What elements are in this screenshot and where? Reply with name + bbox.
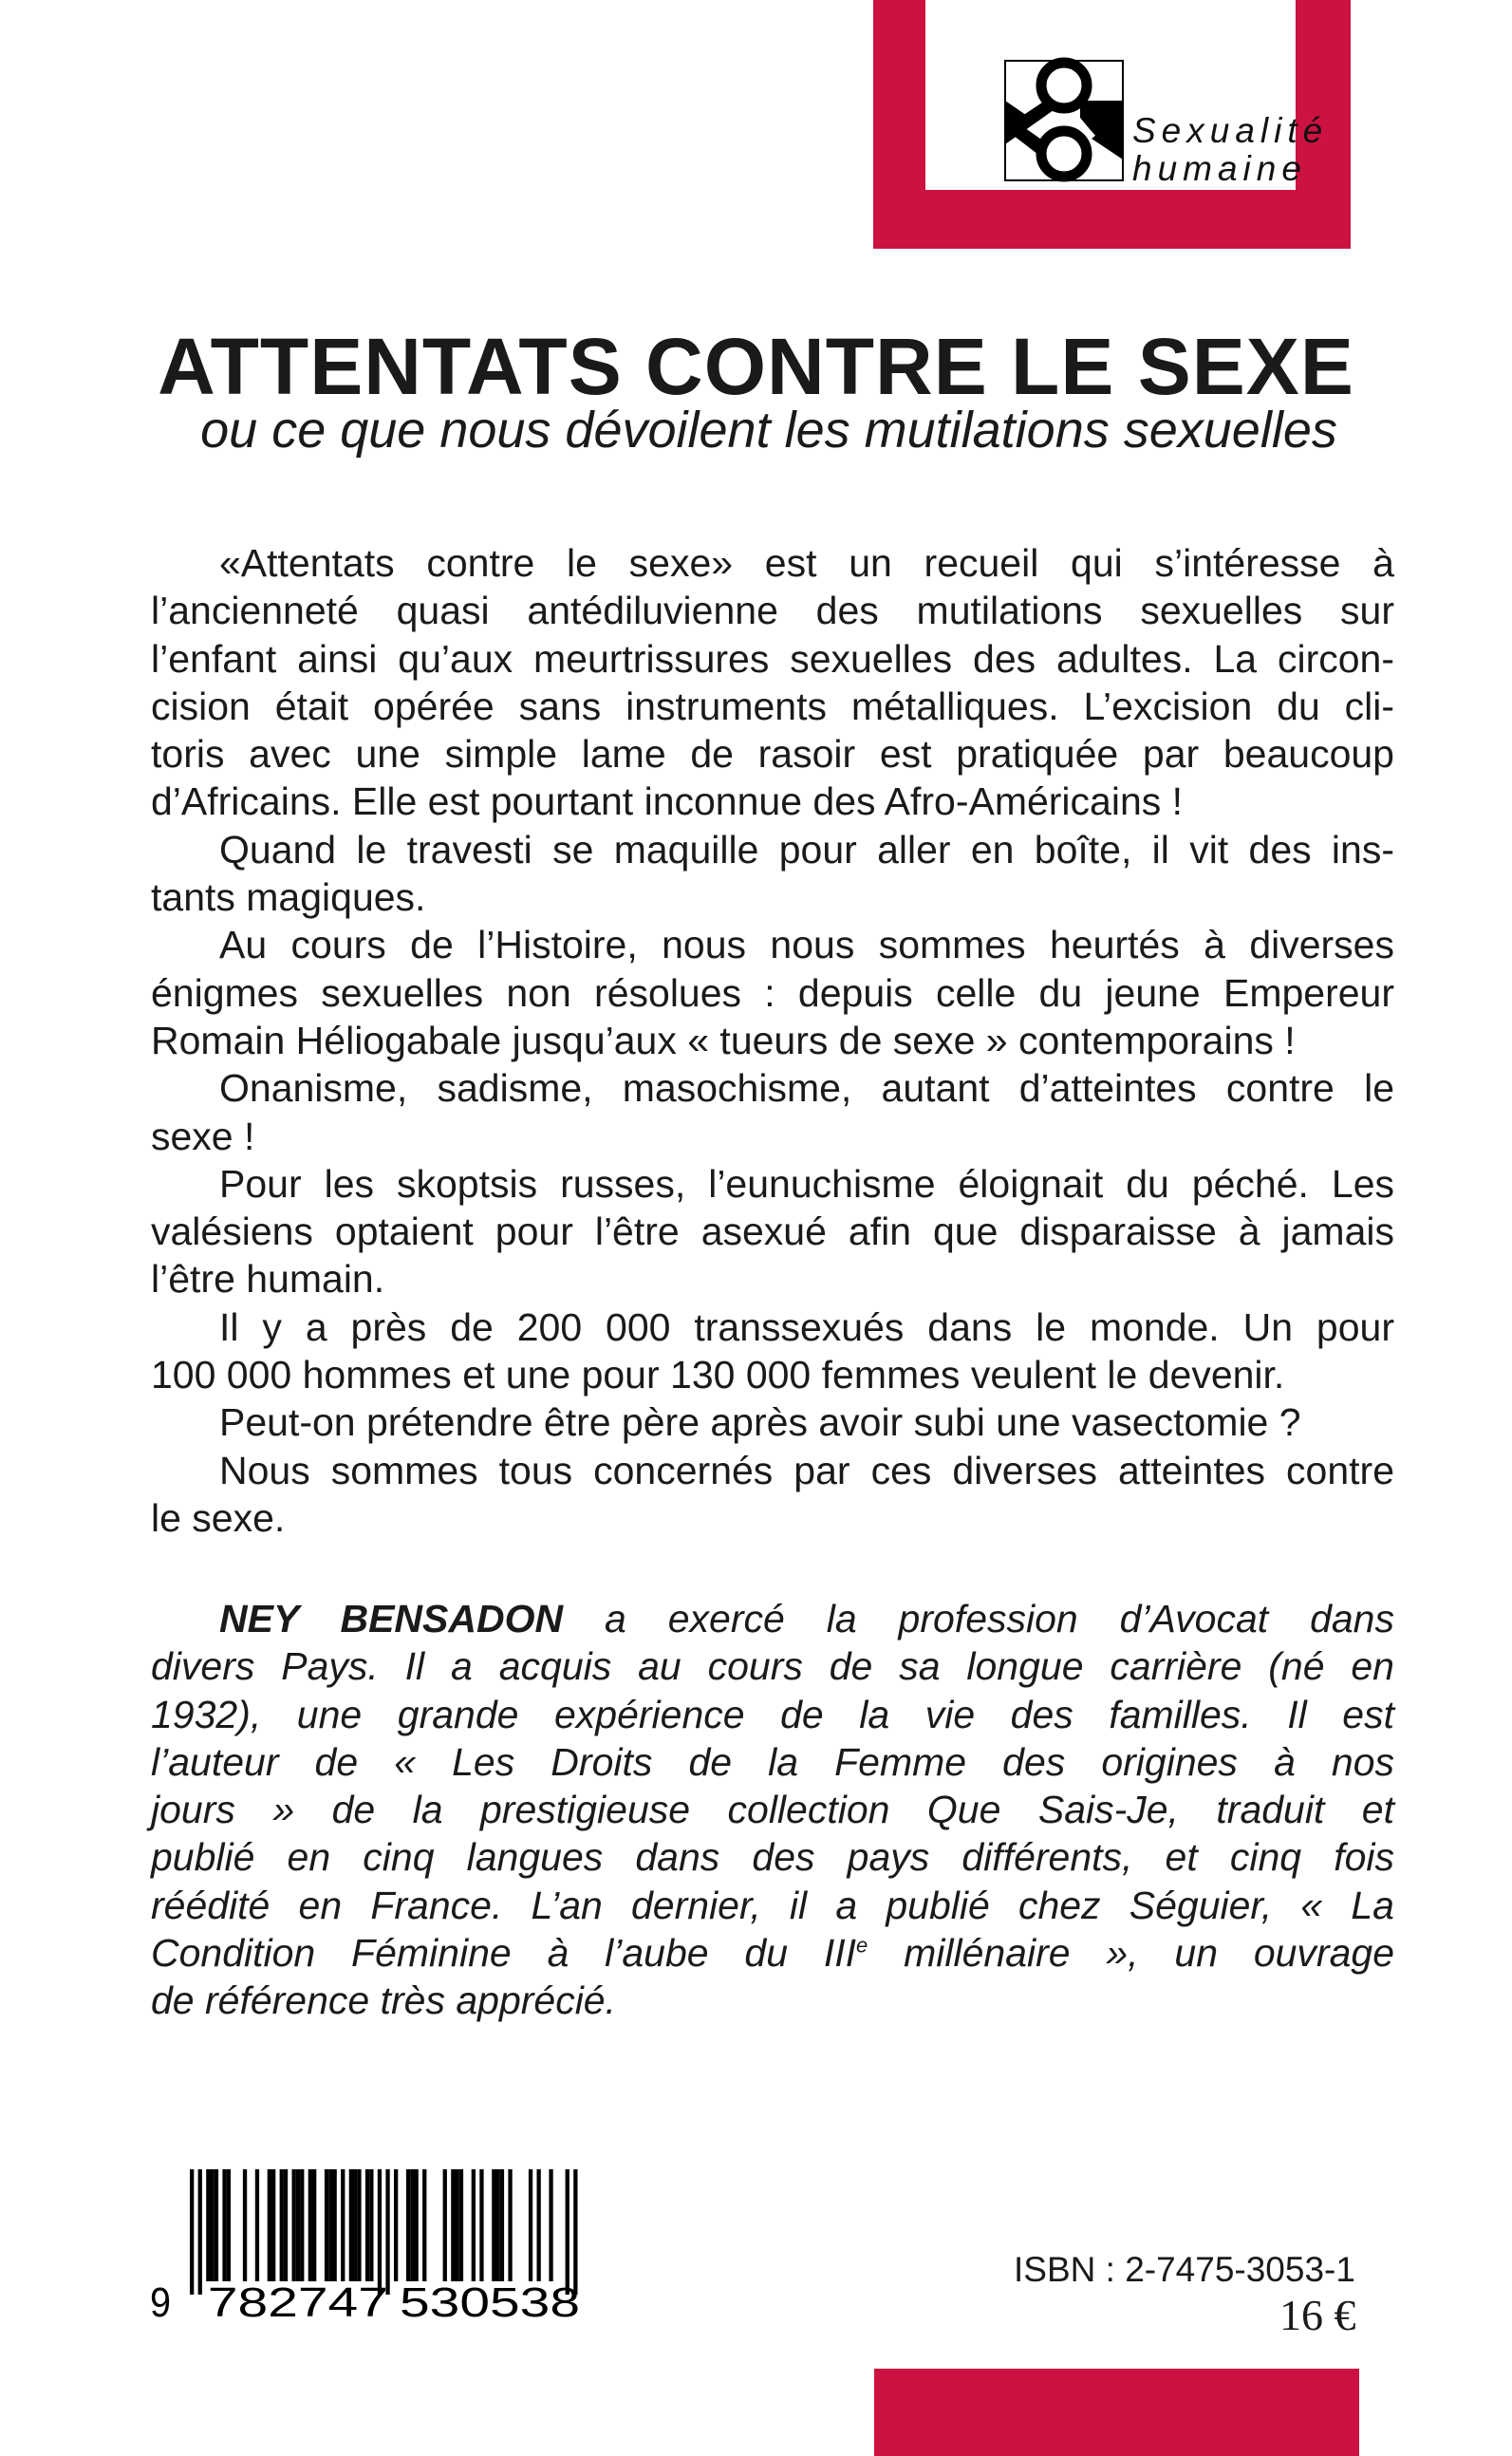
barcode-bar <box>206 2169 210 2281</box>
barcode-bar <box>566 2169 569 2295</box>
bio-line: publié en cinq langues dans des pays différents, et cinq fois <box>151 1835 1394 1880</box>
barcode-bar <box>406 2169 410 2281</box>
barcode-bar <box>255 2169 259 2281</box>
barcode-bar <box>333 2169 337 2281</box>
blurb-line: énigmes sexuelles non résolues : depuis celle du jeune Empereur <box>151 970 1394 1015</box>
barcode-bar <box>312 2169 316 2281</box>
series-line-1: Sexualité <box>1132 111 1329 150</box>
blurb-line: sexe ! <box>151 1114 255 1158</box>
bio-text: a exercé la profession d’Avocat dans <box>563 1597 1394 1640</box>
bio-text: Condition Féminine à l’aube du III <box>151 1931 857 1976</box>
blurb-line: Peut-on prétendre être père après avoir subi une vasectomie ? <box>219 1400 1301 1445</box>
bio-line: réédité en France. L’an dernier, il a publié chez Séguier, « La <box>151 1883 1394 1927</box>
barcode-bar <box>394 2169 398 2281</box>
barcode-bar <box>573 2169 577 2295</box>
barcode-bar <box>459 2169 463 2281</box>
barcode-bar <box>537 2169 541 2281</box>
barcode-bar <box>292 2169 296 2281</box>
barcode-bar <box>456 2169 459 2281</box>
bio-line: jours » de la prestigieuse collection Que Sais-Je, traduit et <box>151 1788 1394 1832</box>
barcode-bar <box>549 2169 552 2281</box>
barcode-digits: 9 <box>150 2279 171 2321</box>
blurb-line: Pour les skoptsis russes, l’eunuchisme éloignait du péché. Les <box>219 1161 1394 1206</box>
barcode-bar <box>349 2169 353 2281</box>
blurb-line: 100 000 hommes et une pour 130 000 femmes veulent le devenir. <box>151 1353 1285 1397</box>
bio-line: de référence très apprécié. <box>151 1978 616 2023</box>
superscript: e <box>856 1933 868 1958</box>
series-banner <box>873 0 1351 249</box>
barcode-bar <box>492 2169 495 2281</box>
barcode-bar <box>227 2169 231 2281</box>
barcode-bar <box>353 2169 357 2281</box>
blurb-line: Romain Héliogabale jusqu’aux « tueurs de sexe » contemporains ! <box>151 1018 1296 1062</box>
barcode-bar <box>190 2169 194 2295</box>
blurb-line: Nous sommes tous concernés par ces diverses atteintes contre <box>219 1448 1394 1492</box>
barcode-bar <box>410 2169 414 2281</box>
barcode-bar <box>451 2169 455 2281</box>
barcode <box>142 2169 588 2321</box>
blurb-line: l’enfant ainsi qu’aux meurtrissures sexuelles des adultes. La circon- <box>151 636 1394 681</box>
blurb-line: «Attentats contre le sexe» est un recueil qui s’intéresse à <box>219 541 1394 585</box>
price: 16 € <box>1279 2291 1356 2339</box>
barcode-bar <box>300 2169 304 2281</box>
blurb-line: le sexe. <box>151 1495 286 1540</box>
barcode-bar <box>385 2169 389 2295</box>
bio-line: 1932), une grande expérience de la vie des familles. Il est <box>151 1692 1394 1736</box>
barcode-bar <box>296 2169 300 2281</box>
blurb-line: Au cours de l’Histoire, nous nous sommes heurtés à diverses <box>219 923 1394 967</box>
blurb-line: tants magiques. <box>151 875 426 920</box>
book-title: ATTENTATS CONTRE LE SEXE <box>158 322 1354 411</box>
barcode-bar <box>328 2169 332 2281</box>
barcode-bar <box>369 2169 373 2281</box>
barcode-bar <box>284 2169 288 2281</box>
barcode-bar <box>280 2169 284 2281</box>
barcode-bar <box>496 2169 500 2281</box>
barcode-bar <box>479 2169 483 2281</box>
barcode-bar <box>529 2169 532 2281</box>
barcode-bar <box>215 2169 218 2281</box>
author-bio <box>151 1595 1394 2025</box>
barcode-bar <box>308 2169 312 2281</box>
bottom-red-band <box>874 2369 1359 2456</box>
series-logo-panel <box>925 0 1329 190</box>
barcode-bar <box>378 2169 382 2295</box>
bio-line: divers Pays. Il a acquis au cours de sa longue carrière (né en <box>151 1644 1394 1689</box>
barcode-bar <box>325 2169 328 2281</box>
bio-text: millénaire », un ouvrage <box>868 1931 1394 1976</box>
barcode-bar <box>341 2169 345 2281</box>
series-line-2: humaine <box>1132 149 1307 188</box>
barcode-bar <box>415 2169 419 2281</box>
blurb-line: Onanisme, sadisme, masochisme, autant d’atteintes contre le <box>219 1066 1394 1111</box>
blurb-line: l’être humain. <box>151 1257 385 1302</box>
blurb-line: toris avec une simple lame de rasoir est pratiquée par beaucoup <box>151 732 1394 777</box>
barcode-bar <box>357 2169 361 2281</box>
blurb-line: l’ancienneté quasi antédiluvienne des mutilations sexuelles sur <box>151 589 1394 633</box>
barcode-bar <box>211 2169 215 2281</box>
barcode-bar <box>243 2169 247 2281</box>
barcode-bar <box>472 2169 476 2281</box>
bio-line <box>151 1929 1394 1977</box>
series-name <box>1132 112 1328 188</box>
blurb-line: Il y a près de 200 000 transsexués dans le monde. Un pour <box>219 1304 1394 1349</box>
barcode-bar <box>271 2169 275 2281</box>
blurb-line: valésiens optaient pour l’être asexué afin que disparaisse à jamais <box>151 1209 1394 1254</box>
barcode-bar <box>443 2169 447 2281</box>
bio-line: l’auteur de « Les Droits de la Femme des origines à nos <box>151 1739 1394 1784</box>
blurb-line: cision était opérée sans instruments métalliques. L’excision du cli- <box>151 684 1394 728</box>
blurb <box>151 539 1394 1542</box>
blurb-line: Quand le travesti se maquille pour aller en boîte, il vit des ins- <box>219 827 1394 872</box>
barcode-digits: 782747 <box>207 2279 388 2321</box>
barcode-digits: 530538 <box>400 2279 580 2321</box>
bio-line <box>151 1595 1394 1642</box>
barcode-bar <box>422 2169 426 2281</box>
barcode-bar <box>268 2169 271 2281</box>
author-name: NEY BENSADON <box>219 1597 564 1640</box>
barcode-bar <box>222 2169 226 2281</box>
barcode-bar <box>365 2169 369 2281</box>
book-subtitle: ou ce que nous dévoilent les mutilations sexuelles <box>200 402 1337 459</box>
isbn: ISBN : 2-7475-3053-1 <box>1014 2250 1355 2289</box>
barcode-bar <box>500 2169 504 2281</box>
sexuality-symbol-logo-icon <box>1004 53 1129 182</box>
barcode-bar <box>508 2169 512 2281</box>
barcode-bar <box>198 2169 202 2295</box>
blurb-line: d’Africains. Elle est pourtant inconnue des Afro-Américains ! <box>151 779 1184 824</box>
